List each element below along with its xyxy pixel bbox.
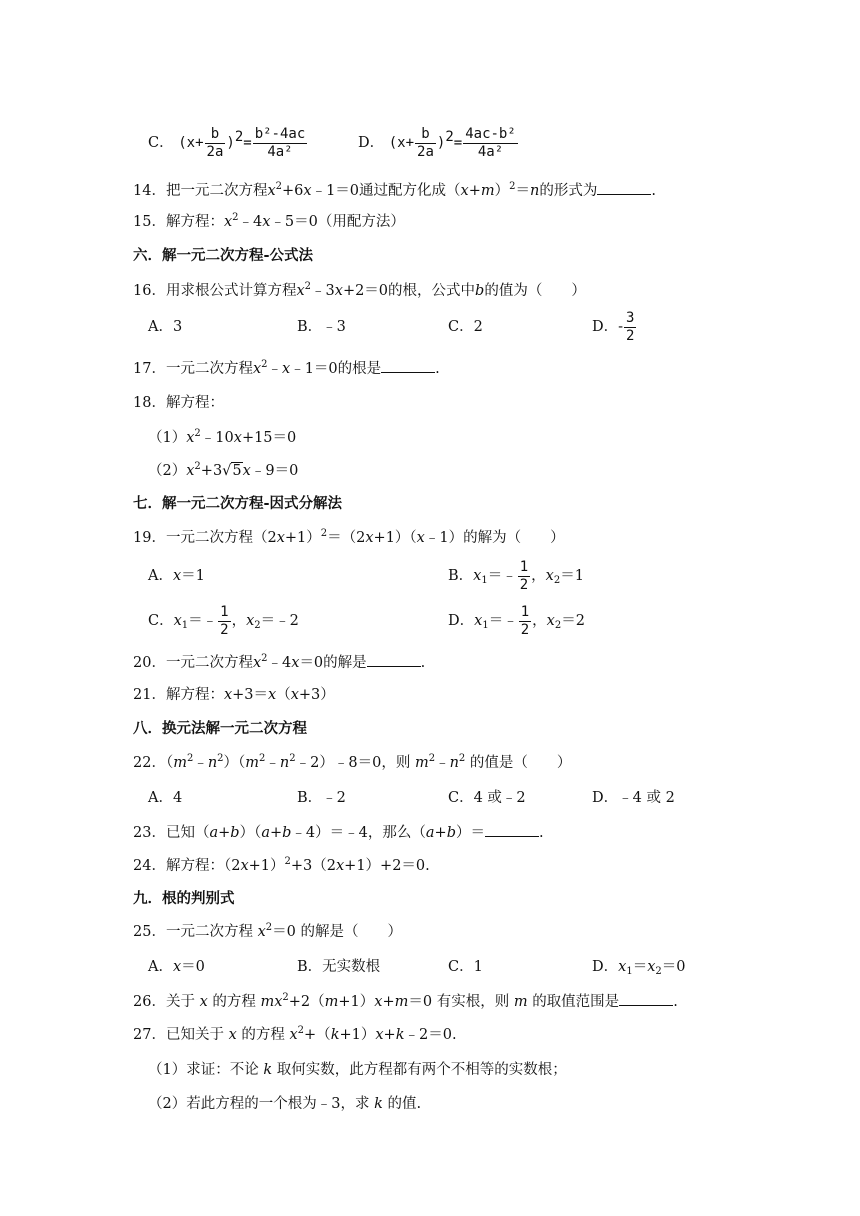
- answer-blank: [485, 822, 539, 837]
- answer-blank: [619, 991, 673, 1006]
- fraction: $\frac{1}{2}$: [520, 603, 530, 638]
- question-27: 27．已知关于 x 的方程 $x^2+(k+1)x+k﹣2=0$.: [133, 1025, 457, 1043]
- q27-part-2: （2）若此方程的一个根为﹣3，求 k 的值.: [148, 1096, 422, 1112]
- section-heading: 九．根的判别式: [133, 891, 235, 907]
- q19-option-b: B．$x_1=﹣$ $\frac{1}{2}$ ，$x_2=1$: [448, 558, 584, 593]
- q22-option-a: A．4: [148, 790, 183, 806]
- question-26: 26．关于 x 的方程 $mx^2+2(m+1)x+m=0$ 有实根，则 m 的取值范围是 .: [133, 992, 678, 1010]
- answer-blank: [381, 358, 435, 373]
- q22-option-b: B．﹣2: [297, 790, 346, 806]
- question-20: 20．一元二次方程$x^2﹣4x=0$的解是 .: [133, 653, 426, 671]
- q13-option-c: C． (x+ $\frac{b}{2a}$ )$^2$= $\frac{\text{b²-4ac}}{\text{4a²}}$: [148, 125, 306, 160]
- q13-option-d: D． (x+ $\frac{b}{2a}$ )$^2$= $\frac{\text{4ac-b²}}{\text{4a²}}$: [358, 125, 516, 160]
- q25-option-d: D．$x_1=x_2=0$: [592, 959, 686, 977]
- q25-option-b: B．无实数根: [297, 959, 381, 975]
- q19-option-c: C．$x_1=﹣$ $\frac{1}{2}$ ，$x_2=﹣2$: [148, 603, 299, 638]
- question-25: 25．一元二次方程 $x^2=0$ 的解是（ ）: [133, 922, 402, 940]
- q16-option-a: A．3: [148, 319, 183, 335]
- question-23: 23．已知（a+b）（a+b﹣4）＝﹣4，那么（a+b）＝ .: [133, 822, 544, 843]
- q27-part-1: （1）求证：不论 k 取何实数，此方程都有两个不相等的实数根；: [148, 1062, 567, 1078]
- q16-option-d: D．- $\frac{3}{2}$: [592, 309, 635, 344]
- question-21: 21．解方程：x+3＝x（x+3）: [133, 687, 335, 703]
- q25-option-a: A．x＝0: [148, 959, 205, 975]
- section-heading: 七．解一元二次方程-因式分解法: [133, 496, 343, 512]
- fraction: $\frac{\text{4ac-b²}}{\text{4a²}}$: [465, 125, 516, 160]
- question-19: 19．一元二次方程$(2x+1)^2=(2x+1)(x﹣1)$的解为（ ）: [133, 528, 565, 546]
- q25-option-c: C．1: [448, 959, 483, 975]
- q19-option-d: D．$x_1=﹣$ $\frac{1}{2}$ ，$x_2=2$: [448, 603, 585, 638]
- question-14: 14．把一元二次方程$x^2+6x﹣1=0$通过配方化成$(x+m)^2=n$的形式为 .: [133, 181, 656, 199]
- q18-part-1: $(1)x^2﹣10x+15=0$: [148, 428, 297, 446]
- fraction: $\frac{b}{2a}$: [417, 125, 434, 160]
- section-heading: 八．换元法解一元二次方程: [133, 721, 307, 737]
- question-18: 18．解方程：: [133, 395, 224, 411]
- q22-option-d: D．﹣4 或 2: [592, 790, 675, 806]
- q16-option-c: C．2: [448, 319, 483, 335]
- fraction: $\frac{1}{2}$: [519, 558, 529, 593]
- question-15: 15．解方程：$x^2﹣4x﹣5=0$（用配方法）: [133, 212, 405, 230]
- fraction: $\frac{\text{b²-4ac}}{\text{4a²}}$: [254, 125, 306, 160]
- answer-blank: [597, 180, 651, 195]
- answer-blank: [367, 652, 421, 667]
- question-24: 24．解方程：$(2x+1)^2+3(2x+1)+2=0$.: [133, 856, 430, 874]
- fraction: $\frac{1}{2}$: [220, 603, 229, 638]
- question-17: 17．一元二次方程$x^2﹣x﹣1=0$的根是 .: [133, 359, 440, 377]
- section-heading: 六．解一元二次方程-公式法: [133, 248, 314, 264]
- q22-option-c: C．4 或﹣2: [448, 790, 526, 806]
- question-16: 16．用求根公式计算方程$x^2﹣3x+2=0$的根，公式中b的值为（ ）: [133, 281, 586, 299]
- q16-option-b: B．﹣3: [297, 319, 346, 335]
- question-22: 22．$(m^2﹣n^2)(m^2﹣n^2﹣2)﹣8=0$，则 $m^2﹣n^2$ 的值是（ ）: [133, 753, 572, 771]
- q18-part-2: $(2)x^2+3√5x﹣9=0$: [148, 461, 299, 479]
- q19-option-a: A．x＝1: [148, 568, 205, 584]
- fraction: $\frac{3}{2}$: [626, 309, 635, 344]
- fraction: $\frac{b}{2a}$: [206, 125, 224, 160]
